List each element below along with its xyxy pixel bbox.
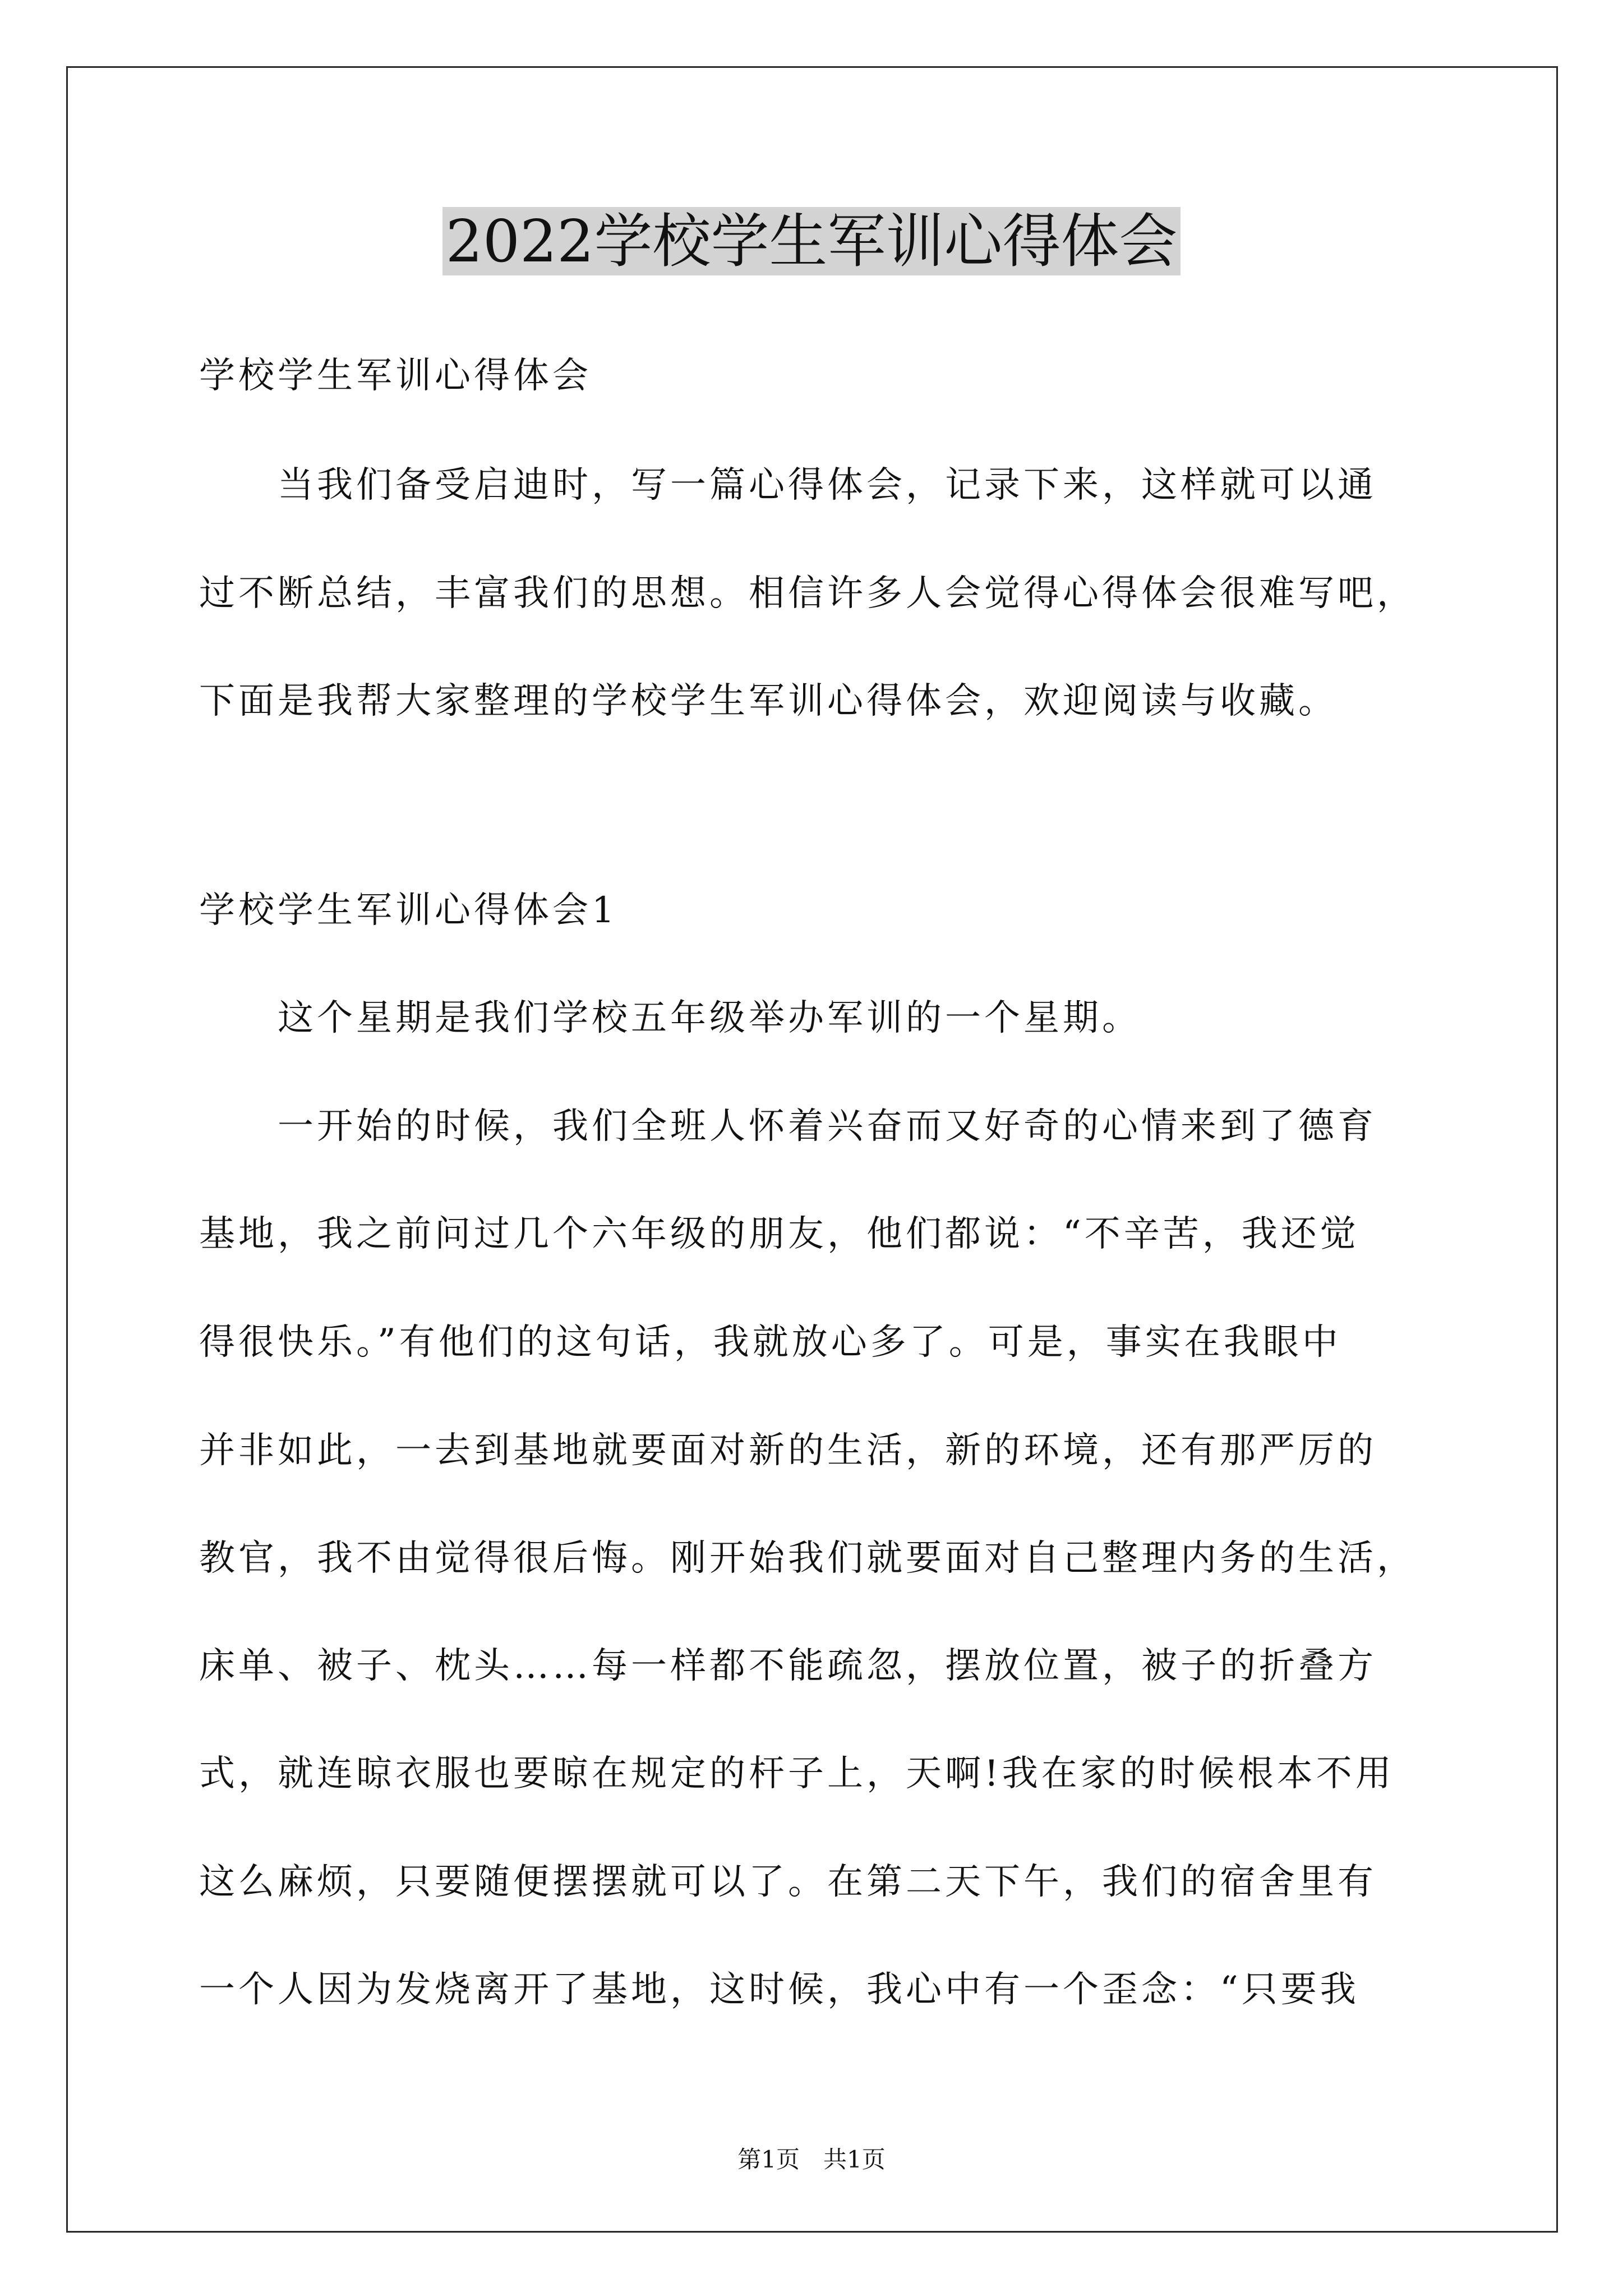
text-line: 这个星期是我们学校五年级举办军训的一个星期。 (199, 997, 1141, 1039)
page-footer: 第1页 共1页 (737, 2146, 886, 2173)
text-line: 当我们备受启迪时，写一篇心得体会，记录下来，这样就可以通 (199, 464, 1377, 506)
document-title-text: 2022学校学生军训心得体会 (442, 207, 1181, 275)
text-line: 式，就连晾衣服也要晾在规定的杆子上，天啊!我在家的时候根本不用 (199, 1753, 1395, 1795)
text-line: 下面是我帮大家整理的学校学生军训心得体会，欢迎阅读与收藏。 (199, 680, 1338, 722)
text-line: 一个人因为发烧离开了基地，这时候，我心中有一个歪念：“只要我 (199, 1969, 1359, 2010)
text-line: 一开始的时候，我们全班人怀着兴奋而又好奇的心情来到了德育 (199, 1106, 1377, 1147)
text-line: 学校学生军训心得体会1 (199, 890, 618, 931)
text-line: 得很快乐。”有他们的这句话，我就放心多了。可是，事实在我眼中 (199, 1322, 1341, 1363)
text-line: 这么麻烦，只要随便摆摆就可以了。在第二天下午，我们的宿舍里有 (199, 1861, 1377, 1903)
text-line: 学校学生军训心得体会 (199, 355, 592, 397)
text-line: 并非如此，一去到基地就要面对新的生活，新的环境，还有那严厉的 (199, 1430, 1377, 1471)
text-line: 过不断总结，丰富我们的思想。相信许多人会觉得心得体会很难写吧， (199, 573, 1416, 614)
text-line: 床单、被子、枕头……每一样都不能疏忽，摆放位置，被子的折叠方 (199, 1645, 1377, 1687)
text-line: 基地，我之前问过几个六年级的朋友，他们都说：“不辛苦，我还觉 (199, 1213, 1359, 1255)
text-line: 教官，我不由觉得很后悔。刚开始我们就要面对自己整理内务的生活， (199, 1538, 1416, 1579)
document-title (0, 202, 1623, 280)
